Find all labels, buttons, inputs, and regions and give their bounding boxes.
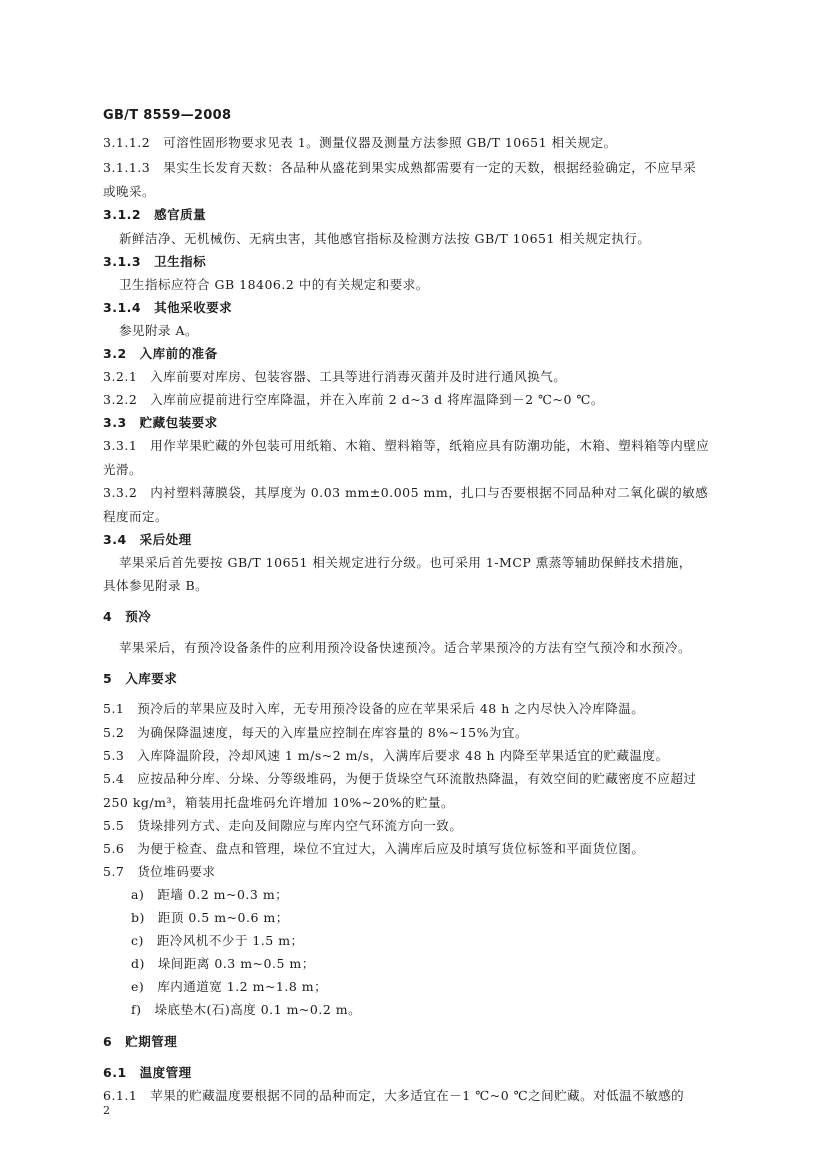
- paragraph-line: 5.5 货垛排列方式、走向及间隙应与库内空气环流方向一致。: [103, 818, 463, 833]
- section-heading: 3.1.2 感官质量: [103, 207, 207, 222]
- section-heading: 3.1.3 卫生指标: [103, 254, 207, 269]
- paragraph-line: 5.4 应按品种分库、分垛、分等级堆码，为便于货垛空气环流散热降温，有效空间的贮藏密度不应超过: [103, 771, 697, 786]
- paragraph-line: 5.3 入库降温阶段，冷却风速 1 m/s~2 m/s，入满库后要求 48 h 内降至苹果适宜的贮藏温度。: [103, 748, 669, 763]
- paragraph-line: e) 库内通道宽 1.2 m~1.8 m；: [131, 979, 328, 994]
- paragraph-line: 3.2.1 入库前要对库房、包装容器、工具等进行消毒灭菌并及时进行通风换气。: [103, 369, 567, 384]
- paragraph-line: 5.2 为确保降温速度，每天的入库量应控制在库容量的 8%~15%为宜。: [103, 725, 528, 740]
- paragraph-line: 250 kg/m³，箱装用托盘堆码允许增加 10%~20%的贮量。: [103, 795, 454, 810]
- paragraph-line: 新鲜洁净、无机械伤、无病虫害，其他感官指标及检测方法按 GB/T 10651 相关规定执行。: [119, 231, 651, 246]
- paragraph-line: 6.1.1 苹果的贮藏温度要根据不同的品种而定，大多适宜在－1 ℃~0 ℃之间贮藏。对低温不敏感的: [103, 1088, 685, 1103]
- paragraph-line: 3.3.2 内衬塑料薄膜袋，其厚度为 0.03 mm±0.005 mm，扎口与否要根据不同品种对二氧化碳的敏感: [103, 485, 709, 500]
- section-heading: 3.3 贮藏包装要求: [103, 415, 218, 430]
- paragraph-line: 参见附录 A。: [119, 323, 199, 338]
- paragraph-line: f) 垛底垫木(石)高度 0.1 m~0.2 m。: [131, 1002, 362, 1017]
- paragraph-line: 3.2.2 入库前应提前进行空库降温，并在入库前 2 d~3 d 将库温降到－2 ℃~0 ℃。: [103, 392, 604, 407]
- paragraph-line: 5.7 货位堆码要求: [103, 864, 216, 879]
- paragraph-line: d) 垛间距离 0.3 m~0.5 m；: [131, 956, 315, 971]
- section-heading: 6 贮期管理: [103, 1034, 178, 1049]
- page-number: 2: [103, 1104, 110, 1117]
- section-heading: 3.1.4 其他采收要求: [103, 300, 233, 315]
- paragraph-line: 卫生指标应符合 GB 18406.2 中的有关规定和要求。: [119, 277, 429, 292]
- paragraph-line: 3.1.1.3 果实生长发育天数：各品种从盛花到果实成熟都需要有一定的天数，根据经验确定，不应早采: [103, 160, 697, 175]
- paragraph-line: 程度而定。: [103, 509, 169, 524]
- paragraph-line: 光滑。: [103, 462, 143, 477]
- section-heading: 3.4 采后处理: [103, 532, 192, 547]
- paragraph-line: 3.1.1.2 可溶性固形物要求见表 1。测量仪器及测量方法参照 GB/T 10651 相关规定。: [103, 135, 617, 150]
- paragraph-line: 或晚采。: [103, 184, 156, 199]
- section-heading: 5 入库要求: [103, 671, 178, 686]
- paragraph-line: 苹果采后首先要按 GB/T 10651 相关规定进行分级。也可采用 1-MCP 熏蒸等辅助保鲜技术措施，: [119, 555, 692, 570]
- paragraph-line: 5.1 预冷后的苹果应及时入库，无专用预冷设备的应在苹果采后 48 h 之内尽快入冷库降温。: [103, 701, 645, 716]
- paragraph-line: 5.6 为便于检查、盘点和管理，垛位不宜过大，入满库后应及时填写货位标签和平面货位图。: [103, 841, 645, 856]
- section-heading: 3.2 入库前的准备: [103, 346, 218, 361]
- section-heading: 4 预冷: [103, 609, 152, 624]
- section-heading: 6.1 温度管理: [103, 1065, 192, 1080]
- standard-code: GB/T 8559—2008: [103, 108, 232, 123]
- paragraph-line: a) 距墙 0.2 m~0.3 m；: [131, 887, 289, 902]
- paragraph-line: 3.3.1 用作苹果贮藏的外包装可用纸箱、木箱、塑料箱等，纸箱应具有防潮功能，木箱、塑料箱等内壁应: [103, 438, 710, 453]
- paragraph-line: 具体参见附录 B。: [103, 578, 209, 593]
- paragraph-line: c) 距冷风机不少于 1.5 m；: [131, 933, 304, 948]
- paragraph-line: 苹果采后，有预冷设备条件的应利用预冷设备快速预冷。适合苹果预冷的方法有空气预冷和水预冷。: [119, 640, 692, 655]
- paragraph-line: b) 距顶 0.5 m~0.6 m；: [131, 910, 289, 925]
